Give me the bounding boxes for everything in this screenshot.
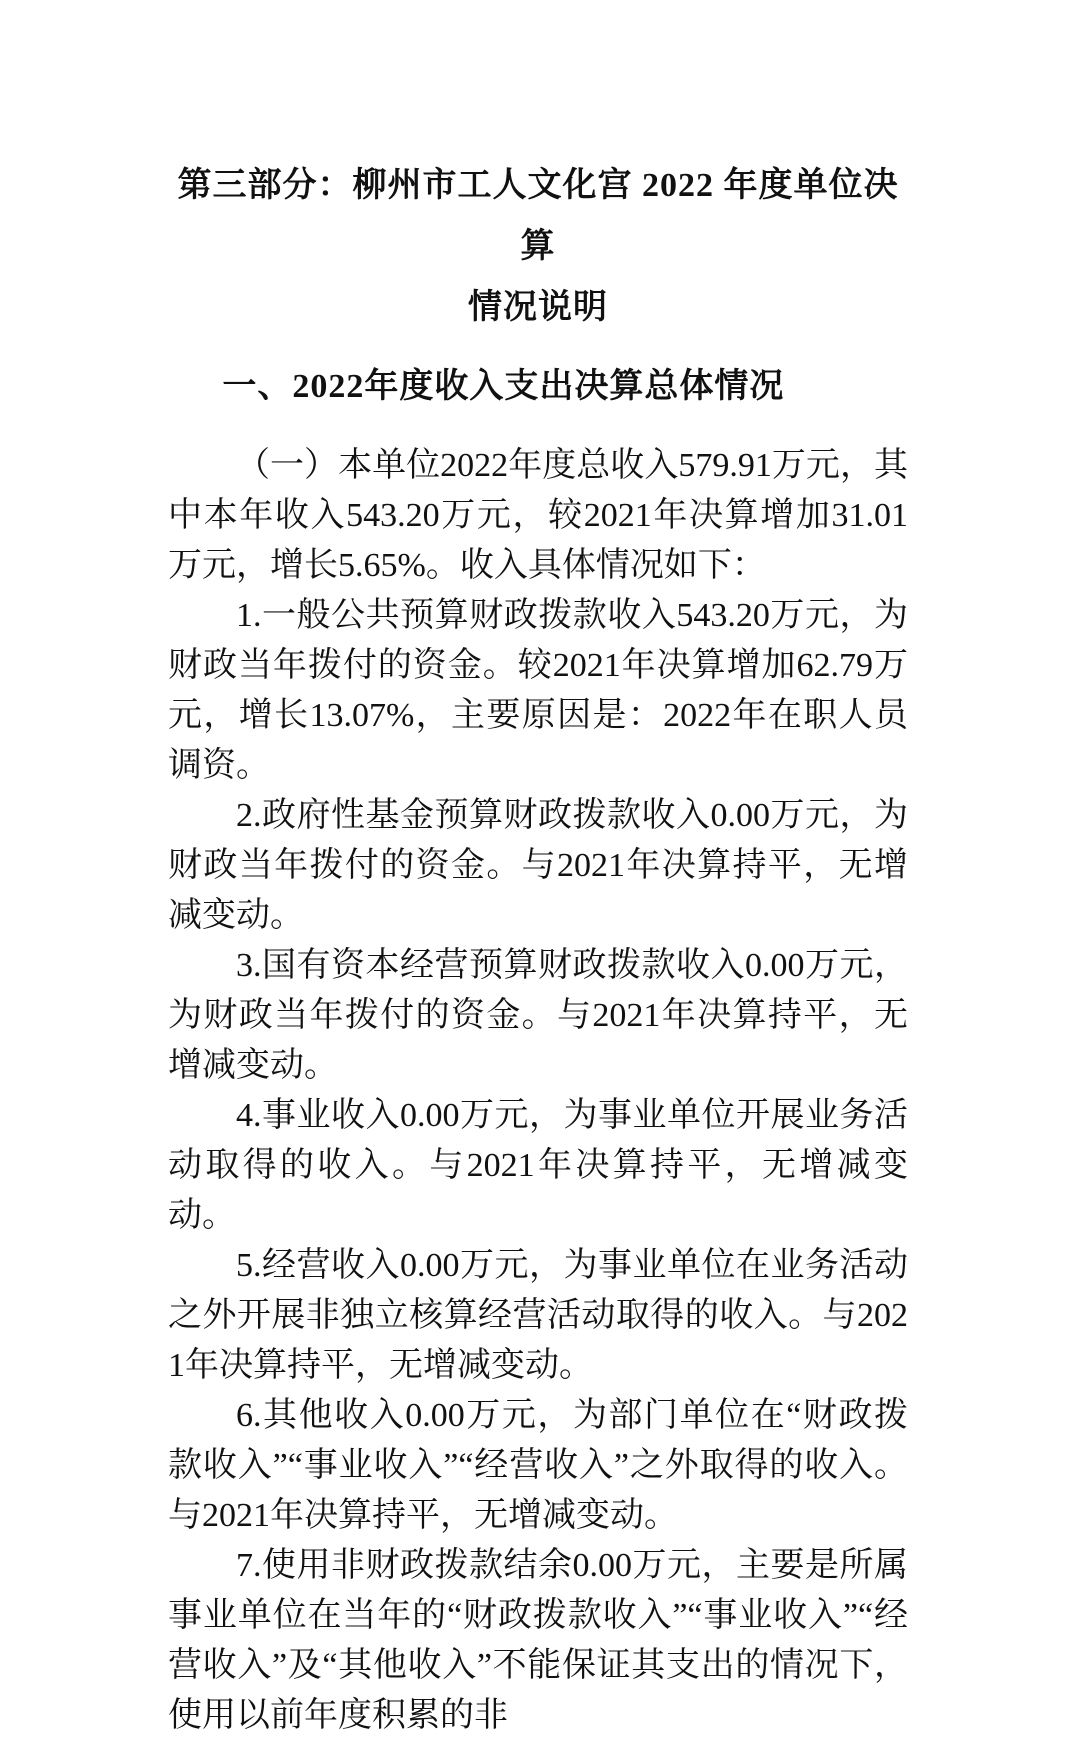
paragraph-item-4: 4.事业收入0.00万元，为事业单位开展业务活动取得的收入。与2021年决算持平，无增减变动。 — [168, 1096, 908, 1234]
paragraph-item-2: 2.政府性基金预算财政拨款收入0.00万元，为财政当年拨付的资金。与2021年决算持平，无增减变动。 — [168, 796, 908, 934]
paragraph-item-5: 5.经营收入0.00万元，为事业单位在业务活动之外开展非独立核算经营活动取得的收入。与2021年决算持平，无增减变动。 — [168, 1246, 908, 1384]
paragraph-item-6: 6.其他收入0.00万元，为部门单位在“财政拨款收入”“事业收入”“经营收入”之外取得的收入。与2021年决算持平，无增减变动。 — [168, 1396, 908, 1534]
section-heading: 一、2022年度收入支出决算总体情况 — [222, 367, 785, 405]
document-title-line-1: 第三部分：柳州市工人文化宫 2022 年度单位决算 — [177, 166, 899, 265]
document-title — [168, 23, 908, 338]
document-title-line-2: 情况说明 — [468, 288, 608, 326]
paragraph-item-3: 3.国有资本经营预算财政拨款收入0.00万元，为财政当年拨付的资金。与2021年决算持平，无增减变动。 — [168, 946, 908, 1084]
paragraph-item-1: 1.一般公共预算财政拨款收入543.20万元，为财政当年拨付的资金。较2021年决算增加62.79万元，增长13.07%，主要原因是：2022年在职人员调资。 — [168, 596, 908, 784]
document-content — [168, 0, 908, 1741]
paragraph-overview: （一）本单位2022年度总收入579.91万元，其中本年收入543.20万元，较2021年决算增加31.01万元，增长5.65%。收入具体情况如下： — [168, 446, 908, 584]
paragraph-item-7: 7.使用非财政拨款结余0.00万元，主要是所属事业单位在当年的“财政拨款收入”“事业收入”“经营收入”及“其他收入”不能保证其支出的情况下，使用以前年度积累的非 — [168, 1546, 908, 1734]
document-body — [168, 441, 908, 1741]
